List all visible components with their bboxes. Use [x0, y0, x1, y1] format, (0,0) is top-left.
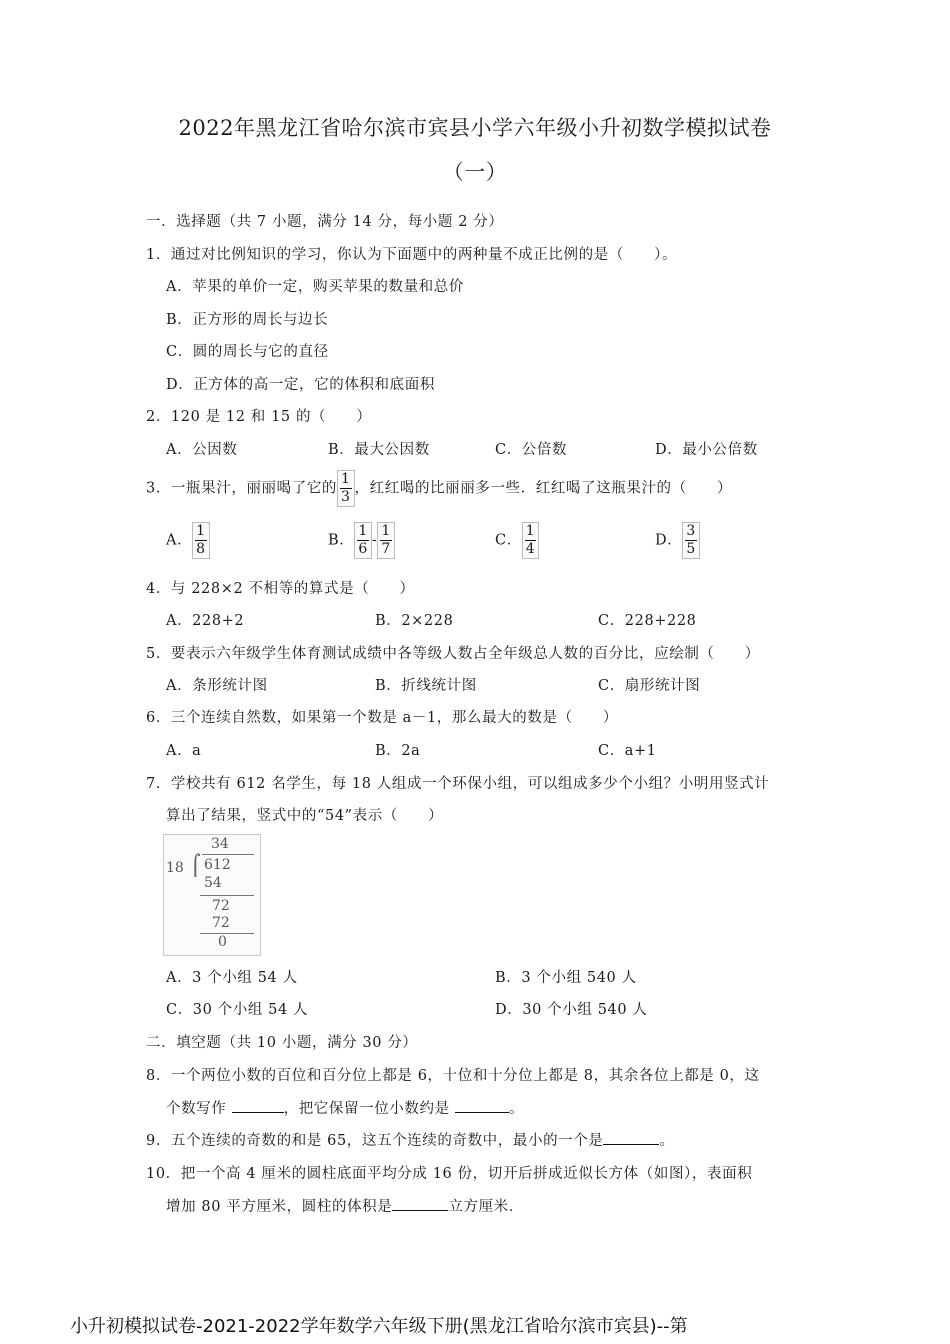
q2-option-a: A．公因数	[166, 442, 238, 458]
long-division-figure	[163, 834, 261, 956]
minus-sign: -	[371, 532, 378, 549]
q7-stem-line-2: 算出了结果，竖式中的“54”表示（ ）	[166, 808, 444, 824]
q10-line-2	[166, 1195, 524, 1216]
fraction-denominator: 7	[381, 541, 391, 557]
q3-stem-text: 3．一瓶果汁，丽丽喝了它的	[146, 480, 338, 497]
division-line	[200, 933, 254, 934]
q3-stem-text-end: ，红红喝的比丽丽多一些．红红喝了这瓶果汁的（ ）	[354, 480, 733, 497]
option-label: B．	[328, 532, 355, 549]
q3-option-b-fraction-1	[354, 522, 372, 559]
q10-text: 立方厘米．	[448, 1199, 524, 1215]
q9-text: 9．五个连续的奇数的和是 65，这五个连续的奇数中，最小的一个是	[146, 1133, 604, 1149]
fraction-numerator: 1	[358, 523, 368, 539]
q1-option-a: A．苹果的单价一定，购买苹果的数量和总价	[166, 279, 464, 295]
exam-title-part: （一）	[442, 160, 508, 184]
q2-option-b: B．最大公因数	[328, 442, 430, 458]
fraction-denominator: 3	[341, 489, 351, 505]
q9-text: 。	[659, 1133, 675, 1149]
option-label: D．	[655, 532, 683, 549]
q6-stem: 6．三个连续自然数，如果第一个数是 a－1，那么最大的数是（ ）	[146, 710, 619, 726]
q3-stem	[146, 470, 732, 507]
q8-text: ，把它保留一位小数约是	[283, 1101, 455, 1117]
division-step-2: 72	[212, 898, 230, 914]
q3-option-c-fraction	[522, 522, 540, 559]
answer-blank[interactable]	[603, 1130, 659, 1145]
q4-option-c: C．228+228	[598, 613, 697, 629]
fraction-denominator: 8	[196, 541, 206, 557]
division-quotient: 34	[211, 836, 229, 852]
q3-option-a	[166, 522, 210, 559]
q5-stem: 5．要表示六年级学生体育测试成绩中各等级人数占全年级总人数的百分比，应绘制（ ）	[146, 646, 760, 662]
fraction-numerator: 3	[686, 523, 696, 539]
q2-option-d: D．最小公倍数	[655, 442, 758, 458]
section-1-heading: 一．选择题（共 7 小题，满分 14 分，每小题 2 分）	[146, 214, 504, 230]
fraction-denominator: 6	[358, 541, 368, 557]
q8-line-2	[166, 1097, 524, 1118]
q8-text: 个数写作	[166, 1101, 232, 1117]
q1-stem: 1．通过对比例知识的学习，你认为下面题中的两种量不成正比例的是（ ）。	[146, 247, 678, 263]
q5-option-a: A．条形统计图	[166, 678, 268, 694]
division-line	[200, 895, 254, 896]
fraction-numerator: 1	[381, 523, 391, 539]
answer-blank[interactable]	[392, 1196, 448, 1211]
option-label: A．	[166, 532, 193, 549]
q1-option-c: C．圆的周长与它的直径	[166, 344, 329, 360]
q10-text: 增加 80 平方厘米，圆柱的体积是	[166, 1199, 393, 1215]
answer-blank[interactable]	[232, 1098, 284, 1113]
q7-stem-line-1: 7．学校共有 612 名学生，每 18 人组成一个环保小组，可以组成多少个小组？小明用竖式计	[146, 776, 770, 792]
q3-option-a-fraction	[192, 522, 210, 559]
q3-option-d-fraction	[682, 522, 700, 559]
division-bracket: ⌠	[190, 853, 201, 877]
q4-stem: 4．与 228×2 不相等的算式是（ ）	[146, 581, 415, 597]
fraction-numerator: 1	[341, 471, 351, 487]
q5-option-b: B．折线统计图	[375, 678, 477, 694]
division-dividend: 612	[204, 857, 231, 873]
q7-option-b: B．3 个小组 540 人	[495, 970, 637, 986]
document-footer: 小升初模拟试卷-2021-2022学年数学六年级下册(黑龙江省哈尔滨市宾县)--第	[70, 1316, 688, 1337]
q2-stem: 2．120 是 12 和 15 的（ ）	[146, 409, 372, 425]
q9-line	[146, 1129, 675, 1150]
exam-title: 2022年黑龙江省哈尔滨市宾县小学六年级小升初数学模拟试卷	[178, 116, 772, 140]
q1-option-d: D．正方体的高一定，它的体积和底面积	[166, 377, 435, 393]
division-divisor: 18	[166, 860, 184, 876]
q3-option-b	[328, 522, 395, 559]
fraction-numerator: 1	[525, 523, 536, 539]
q4-option-a: A．228+2	[166, 613, 245, 629]
fraction-denominator: 4	[525, 541, 536, 557]
division-step-3: 72	[212, 915, 230, 931]
division-bar	[202, 854, 254, 855]
q4-option-b: B．2×228	[375, 613, 454, 629]
q2-option-c: C．公倍数	[495, 442, 568, 458]
q6-option-b: B．2a	[375, 743, 421, 759]
section-2-heading: 二．填空题（共 10 小题，满分 30 分）	[146, 1035, 418, 1051]
q7-option-c: C．30 个小组 54 人	[166, 1002, 309, 1018]
q10-line-1: 10．把一个高 4 厘米的圆柱底面平均分成 16 份，切开后拼成近似长方体（如图），表面积	[146, 1166, 753, 1182]
q8-line-1: 8．一个两位小数的百位和百分位上都是 6，十位和十分位上都是 8，其余各位上都是 0，这	[146, 1068, 760, 1084]
q7-option-a: A．3 个小组 54 人	[166, 970, 298, 986]
division-remainder: 0	[218, 934, 227, 950]
fraction-denominator: 5	[686, 541, 696, 557]
q8-text: 。	[508, 1101, 525, 1117]
q6-option-a: A．a	[166, 743, 202, 759]
q6-option-c: C．a+1	[598, 743, 657, 759]
q3-option-d	[655, 522, 700, 559]
answer-blank[interactable]	[455, 1098, 509, 1113]
q1-option-b: B．正方形的周长与边长	[166, 312, 329, 328]
q3-option-c	[495, 522, 539, 559]
q7-option-d: D．30 个小组 540 人	[495, 1002, 648, 1018]
fraction-numerator: 1	[196, 523, 206, 539]
q3-option-b-fraction-2	[377, 522, 395, 559]
q5-option-c: C．扇形统计图	[598, 678, 701, 694]
division-step-1: 54	[204, 875, 222, 891]
option-label: C．	[495, 532, 522, 549]
q3-fraction	[337, 470, 355, 507]
